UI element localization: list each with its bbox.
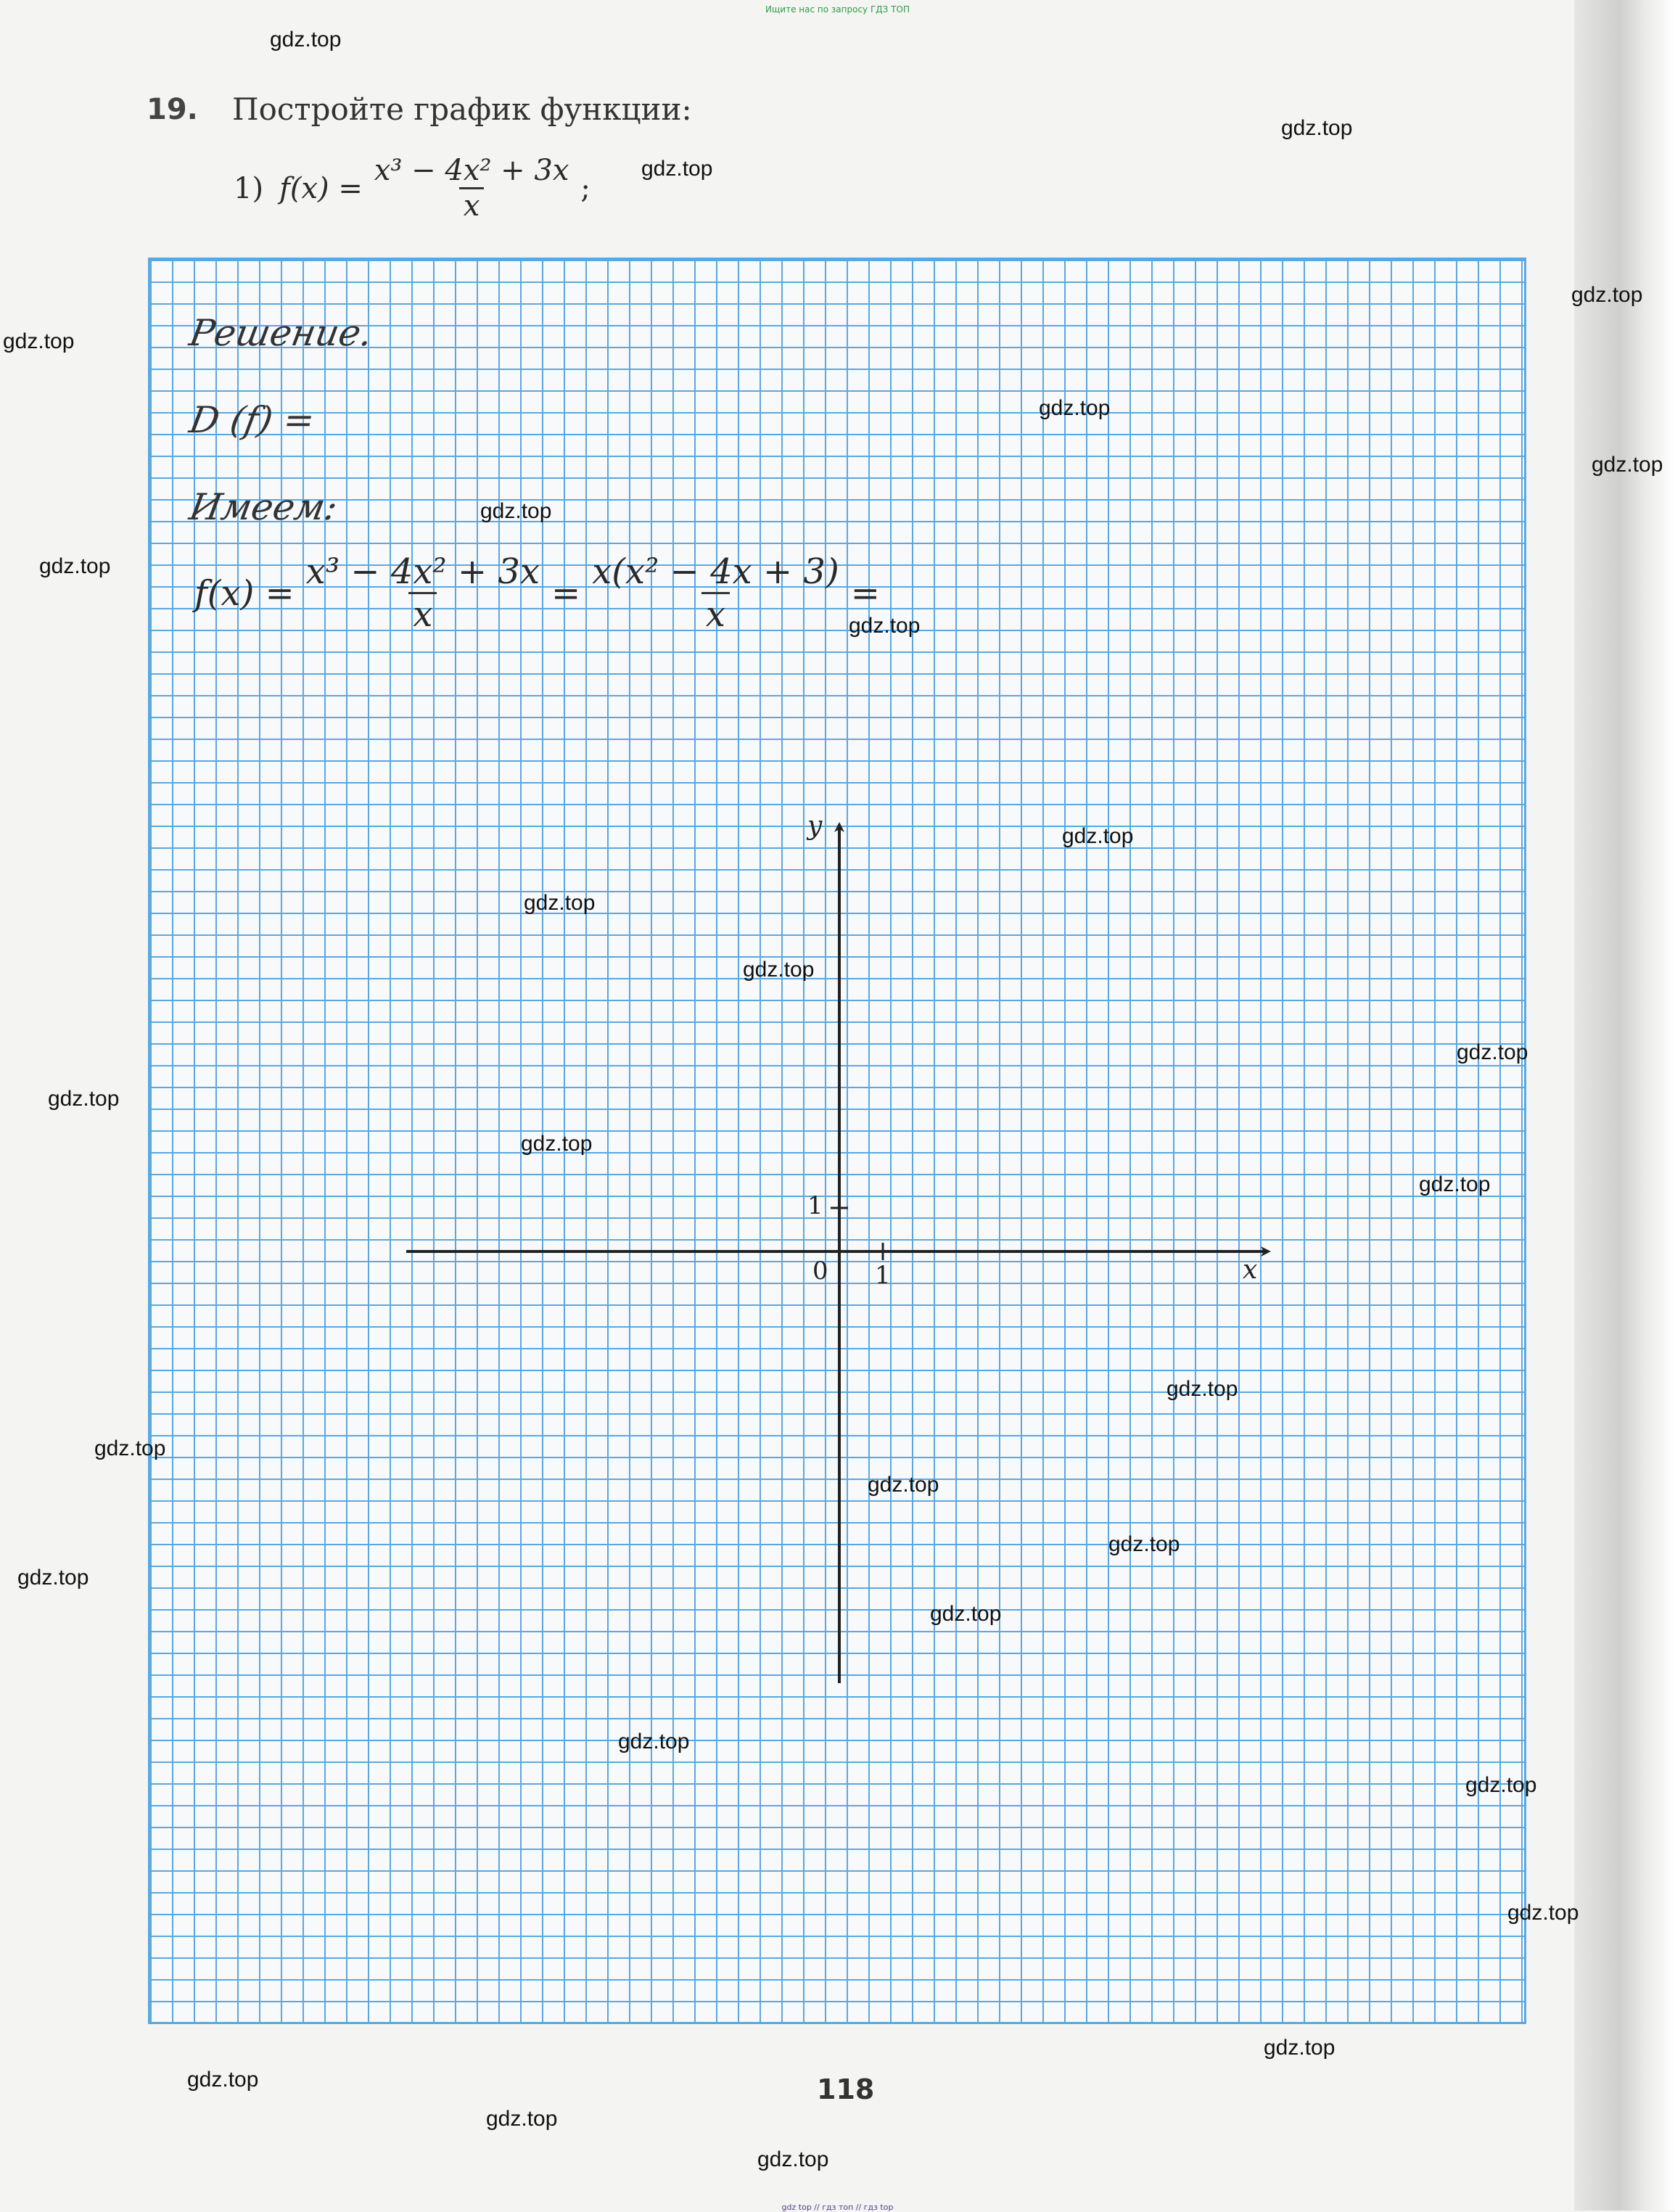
watermark: gdz.top — [524, 891, 596, 915]
y-axis-label: y — [807, 811, 823, 841]
origin-label: 0 — [812, 1257, 828, 1286]
watermark: gdz.top — [521, 1132, 593, 1156]
watermark: gdz.top — [1281, 116, 1353, 140]
have-line: Имеем: — [186, 486, 341, 528]
watermark: gdz.top — [1465, 1773, 1537, 1797]
watermark: gdz.top — [270, 28, 342, 52]
watermark: gdz.top — [1166, 1377, 1238, 1401]
task-numerator: x³ − 4x² + 3x — [374, 154, 569, 187]
fraction-2-numerator: x(x² − 4x + 3) — [592, 551, 839, 592]
trailing-equals-sign: = — [850, 572, 880, 614]
watermark: gdz.top — [1419, 1172, 1491, 1196]
x-unit-label: 1 — [875, 1261, 891, 1290]
watermark: gdz.top — [1507, 1901, 1579, 1925]
watermark: gdz.top — [486, 2107, 558, 2131]
watermark: gdz.top — [757, 2147, 829, 2171]
task-number: 19. — [147, 93, 198, 126]
watermark: gdz.top — [1108, 1532, 1180, 1556]
task-title: Постройте график функции: — [232, 91, 692, 127]
watermark: gdz.top — [930, 1602, 1002, 1626]
watermark: gdz.top — [94, 1436, 166, 1460]
item-label: 1) — [234, 171, 264, 205]
fraction-2-denominator: x — [701, 592, 730, 635]
watermark: gdz.top — [3, 329, 75, 353]
fraction-1-denominator: x — [408, 592, 437, 635]
watermark: gdz.top — [743, 958, 815, 982]
watermark: gdz.top — [17, 1566, 89, 1590]
watermark: gdz.top — [480, 499, 552, 523]
task-denominator: x — [459, 187, 485, 223]
solution-heading: Решение. — [186, 312, 376, 354]
watermark: gdz.top — [1039, 396, 1111, 420]
watermark: gdz.top — [187, 2068, 259, 2092]
watermark: gdz.top — [618, 1730, 690, 1753]
watermark: gdz.top — [641, 157, 713, 181]
watermark: gdz.top — [1571, 283, 1643, 307]
function-lhs: f(x) = — [279, 171, 363, 205]
watermark: gdz.top — [1457, 1040, 1528, 1064]
watermark: gdz.top — [849, 614, 921, 638]
worksheet-f-lhs: f(x) = — [194, 572, 295, 614]
fraction-1-numerator: x³ − 4x² + 3x — [305, 551, 540, 592]
watermark: gdz.top — [1264, 2036, 1336, 2060]
header-note: Ищите нас по запросу ГДЗ ТОП — [765, 4, 910, 15]
footer-note: gdz top // гдз топ // гдз top — [781, 2203, 894, 2212]
page-number: 118 — [817, 2073, 875, 2105]
end-mark: ; — [580, 171, 590, 205]
watermark: gdz.top — [1592, 453, 1663, 477]
equals-sign: = — [551, 572, 581, 614]
domain-line: D (f) = — [186, 399, 318, 441]
watermark: gdz.top — [1062, 824, 1134, 848]
y-unit-label: 1 — [807, 1191, 823, 1220]
x-axis-label: x — [1243, 1255, 1258, 1285]
watermark: gdz.top — [39, 554, 111, 578]
watermark: gdz.top — [868, 1473, 939, 1497]
watermark: gdz.top — [48, 1087, 120, 1111]
